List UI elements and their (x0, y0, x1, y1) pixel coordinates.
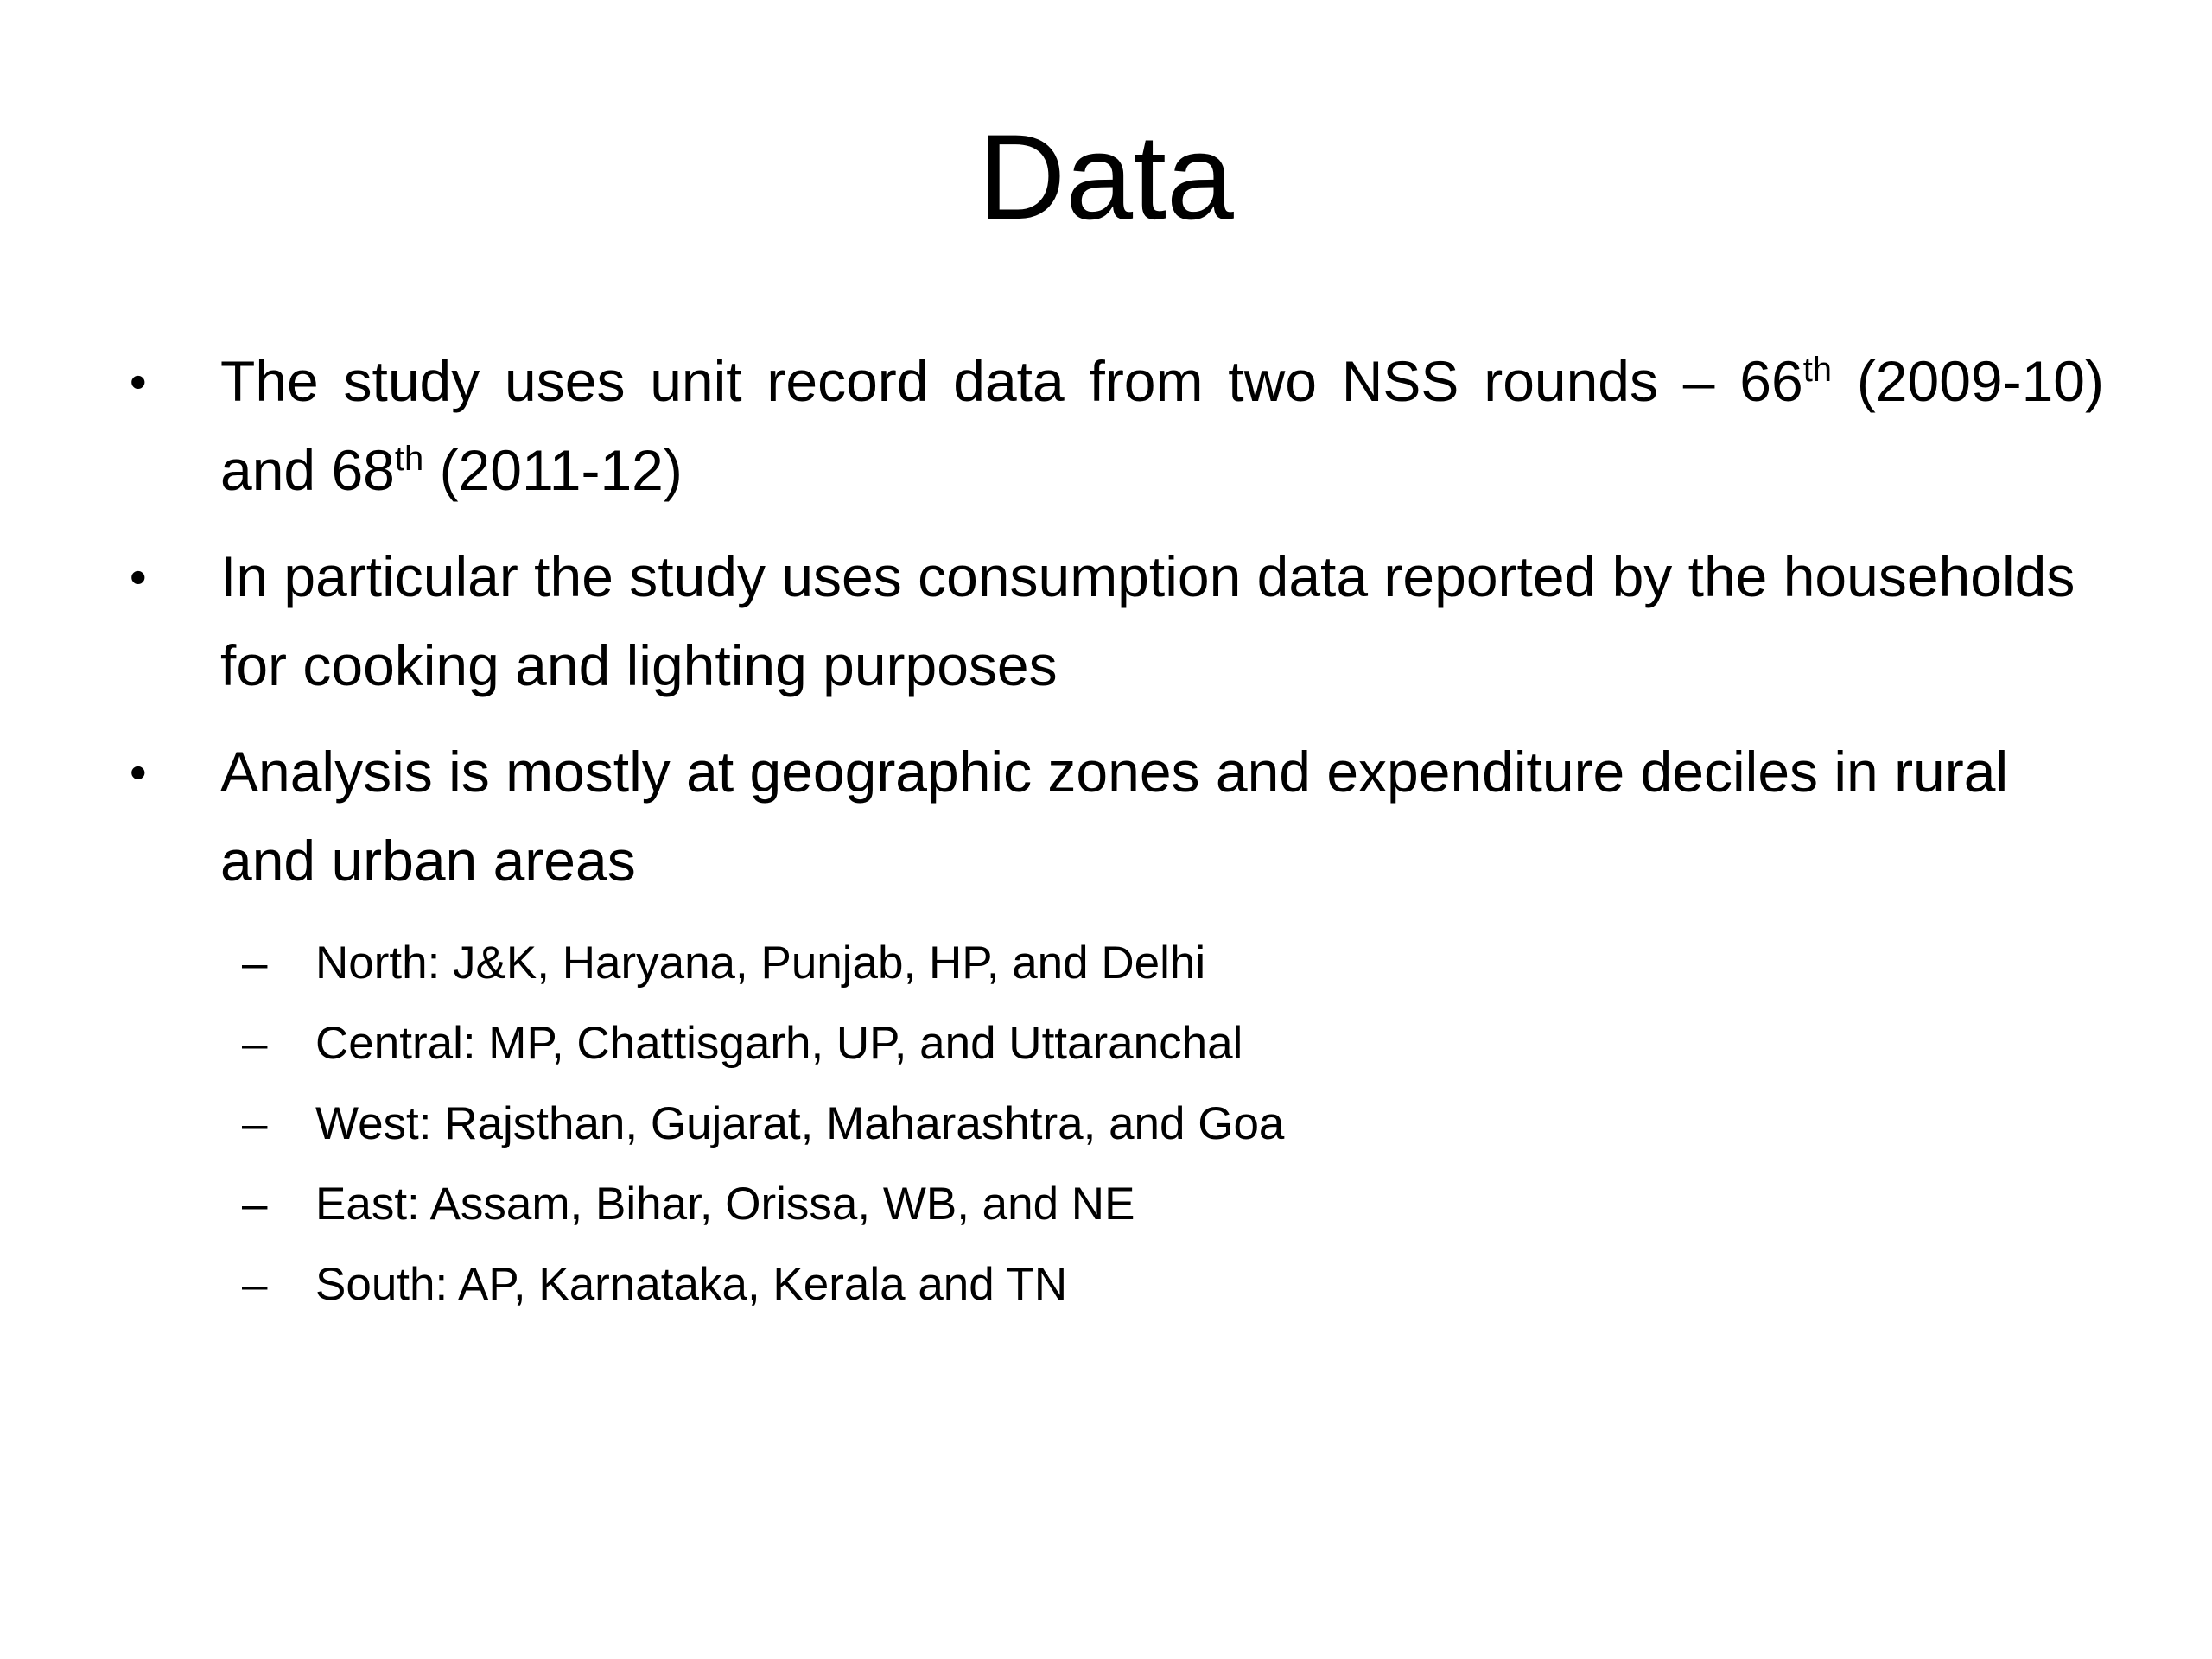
bullet-item-2 (130, 532, 2104, 710)
dash-marker: – (242, 1018, 268, 1069)
sub-bullet-south (242, 1244, 2104, 1325)
dash-marker: – (242, 938, 268, 988)
sub-bullet-north (242, 923, 2104, 1003)
superscript: th (1802, 351, 1833, 389)
bullet-marker: • (130, 745, 147, 799)
dash-marker: – (242, 1098, 268, 1149)
sub-bullet-west (242, 1084, 2104, 1164)
bullet-text-part: (2011-12) (423, 438, 683, 502)
bullet-item-1 (130, 337, 2104, 515)
slide-title: Data (978, 109, 1234, 245)
slide-content (130, 337, 2104, 1325)
bullet-text-part: The study uses unit record data from two NSS rounds – 66 (220, 349, 1803, 413)
bullet-marker: • (130, 354, 147, 409)
sub-bullet-central (242, 1003, 2104, 1084)
bullet-marker: • (130, 550, 147, 604)
bullet-text: In particular the study uses consumption data reported by the households for cooking and lighting purposes (220, 544, 2075, 697)
sub-bullet-text: South: AP, Karnataka, Kerala and TN (315, 1259, 1068, 1310)
sub-bullet-east (242, 1164, 2104, 1244)
sub-bullet-text: Central: MP, Chattisgarh, UP, and Uttaranchal (315, 1018, 1243, 1069)
sub-bullet-text: East: Assam, Bihar, Orissa, WB, and NE (315, 1179, 1135, 1230)
bullet-text: Analysis is mostly at geographic zones and expenditure deciles in rural and urban areas (220, 740, 2009, 893)
sub-bullet-text: West: Rajsthan, Gujarat, Maharashtra, and Goa (315, 1098, 1285, 1149)
dash-marker: – (242, 1179, 268, 1230)
bullet-text-part: (2009-10) and 68 (220, 349, 2104, 502)
dash-marker: – (242, 1259, 268, 1310)
sub-bullet-text: North: J&K, Haryana, Punjab, HP, and Delhi (315, 938, 1206, 988)
sub-bullet-list (130, 923, 2104, 1325)
bullet-item-3 (130, 728, 2104, 906)
superscript: th (394, 440, 424, 478)
